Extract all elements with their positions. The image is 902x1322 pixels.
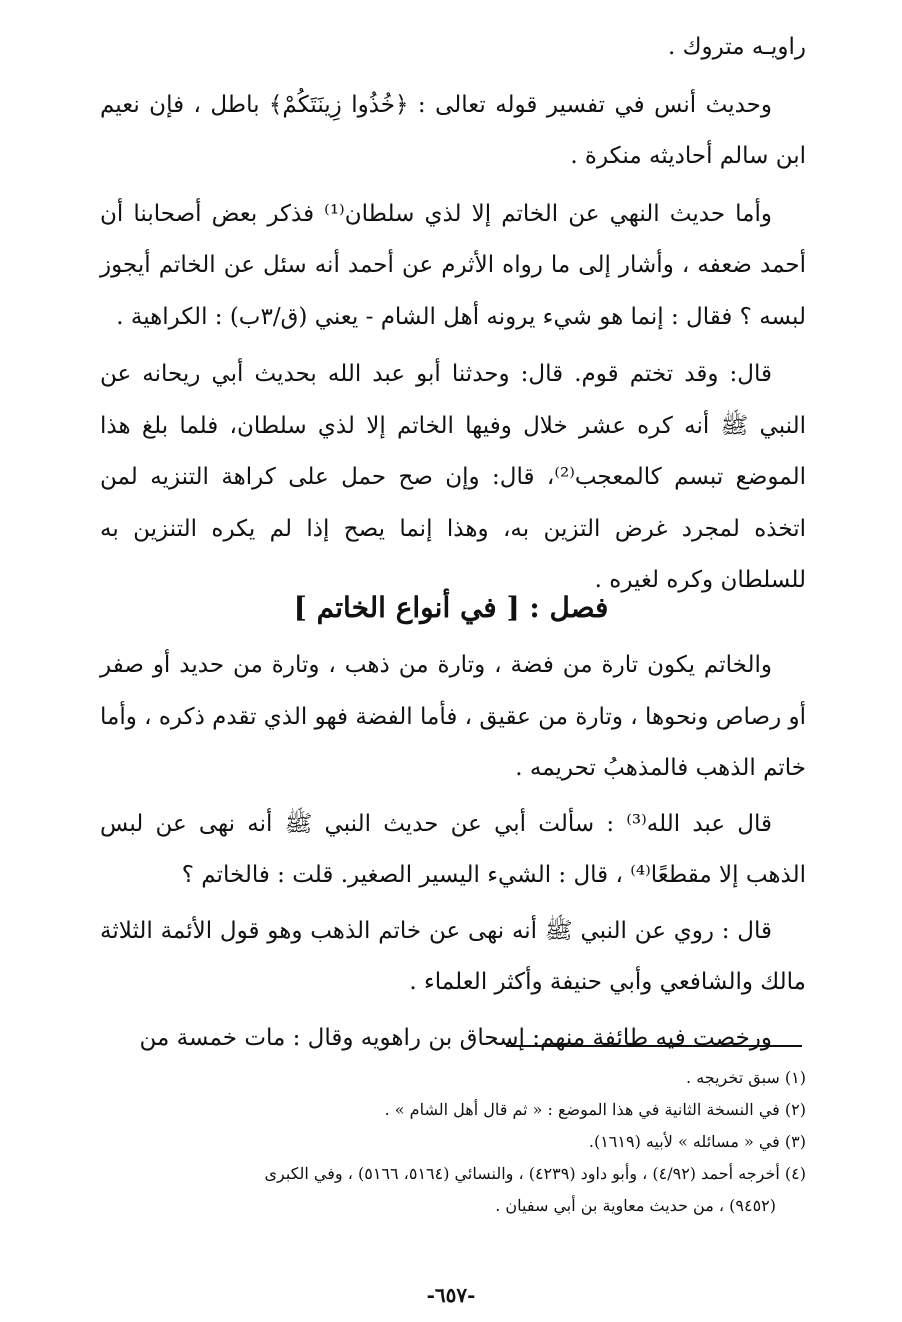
footnote: (٤) أخرجه أحمد (٤/٩٢) ، وأبو داود (٤٢٣٩) ، والنسائي (٥١٦٤، ٥١٦٦) ، وفي الكبرى xyxy=(264,1164,806,1183)
paragraph: قال: وقد تختم قوم. قال: وحدثنا أبو عبد الله بحديث أبي ريحانه عن النبي ﷺ أنه كره عشر خلال وفيها الخاتم إلا لذي سلطان، فلما بلغ هذا الموضع تبسم كالمعجب⁽²⁾، قال: وإن صح حمل على كراهة التنزيه لمن اتخذه لمجرد غرض التزين به، وهذا إنما يصح إذا لم يكره التنزين به للسلطان وكره لغيره . xyxy=(100,361,806,593)
main-text-top xyxy=(100,22,806,607)
footnote: (٢) في النسخة الثانية في هذا الموضع : « ثم قال أهل الشام » . xyxy=(384,1100,806,1119)
section-heading: فصل : [ في أنواع الخاتم ] xyxy=(293,591,609,624)
paragraph: والخاتم يكون تارة من فضة ، وتارة من ذهب ، وتارة من حديد أو صفر أو رصاص ونحوها ، وتارة من عقيق ، فأما الفضة فهو الذي تقدم ذكره ، وأما خاتم الذهب فالمذهبُ تحريمه . xyxy=(100,652,806,781)
paragraph: قال : روي عن النبي ﷺ أنه نهى عن خاتم الذهب وهو قول الأئمة الثلاثة مالك والشافعي وأبي حنيفة وأكثر العلماء . xyxy=(100,917,806,995)
paragraph: ورخصت فيه طائفة منهم: إسحاق بن راهويه وقال : مات خمسة من xyxy=(139,1024,772,1051)
paragraph: وأما حديث النهي عن الخاتم إلا لذي سلطان⁽¹⁾ فذكر بعض أصحابنا أن أحمد ضعفه ، وأشار إلى ما رواه الأثرم عن أحمد أنه سئل عن الخاتم أيجوز لبسه ؟ فقال : إنما هو شيء يرونه أهل الشام - يعني (ق/٣ب) : الكراهية . xyxy=(100,200,806,330)
footnotes xyxy=(96,1062,806,1222)
footnote-separator xyxy=(506,1045,802,1047)
page-number: -٦٥٧- xyxy=(426,1283,476,1307)
footnote: (١) سبق تخريجه . xyxy=(686,1068,806,1087)
paragraph: راويـه متروك . xyxy=(667,34,806,60)
main-text-bottom xyxy=(100,640,806,1064)
paragraph: وحديث أنس في تفسير قوله تعالى : ﴿خُذُوا زِينَتَكُمْ﴾ باطل ، فإن نعيم ابن سالم أحاديثه منكرة . xyxy=(100,91,806,169)
footnote: (٣) في « مسائله » لأبيه (١٦١٩). xyxy=(588,1132,806,1151)
footnote-continuation: (٩٤٥٢) ، من حديث معاوية بن أبي سفيان . xyxy=(495,1196,776,1215)
paragraph: قال عبد الله⁽³⁾ : سألت أبي عن حديث النبي ﷺ أنه نهى عن لبس الذهب إلا مقطعًا⁽⁴⁾ ، قال : الشيء اليسير الصغير. قلت : فالخاتم ؟ xyxy=(100,810,806,888)
